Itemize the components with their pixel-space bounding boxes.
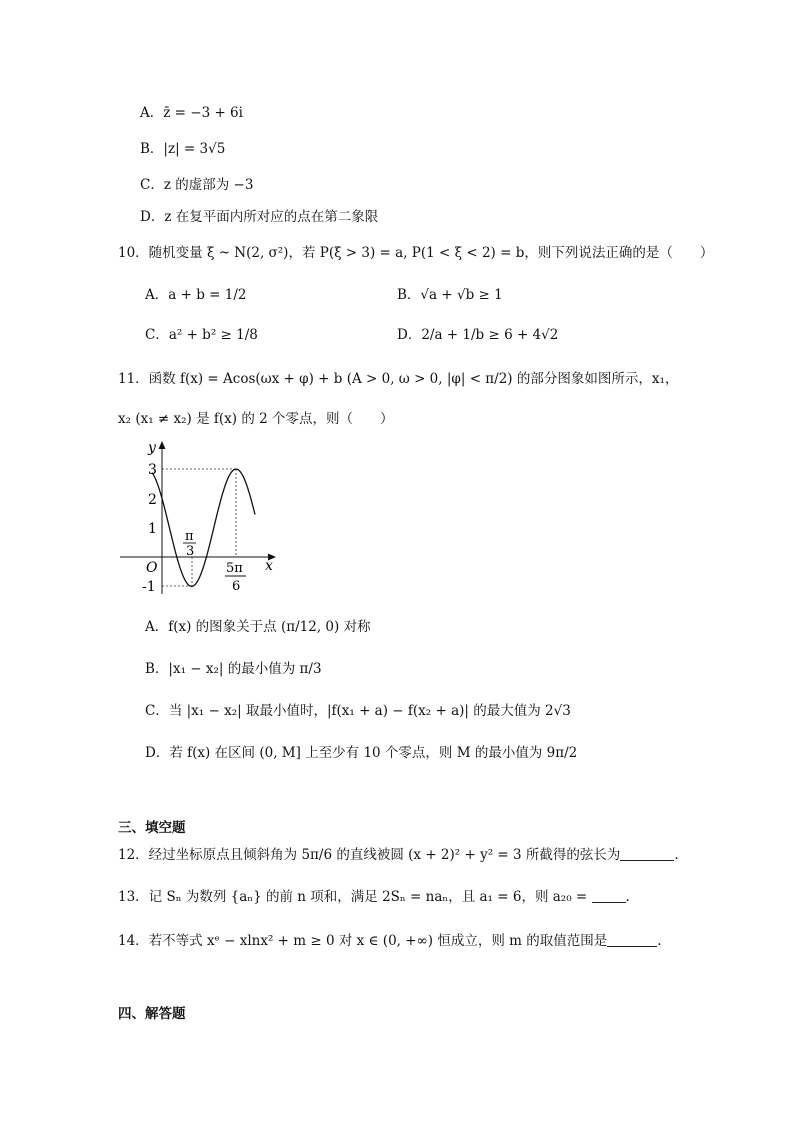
y-axis-arrow: [159, 441, 166, 449]
x-label-3: 3: [186, 544, 195, 559]
q13-stem: 13．记 Sₙ 为数列 {aₙ} 的前 n 项和，满足 2Sₙ = naₙ，且 a₁ = 6，则 a₂₀ =: [118, 889, 588, 905]
y-tick-2: 2: [148, 492, 157, 508]
x-label-6: 6: [232, 579, 241, 594]
q11-option-a: A．f(x) 的图象关于点 (π/12, 0) 对称: [145, 619, 371, 635]
q11-option-d: D．若 f(x) 在区间 (0, M] 上至少有 10 个零点，则 M 的最小值为 9π/2: [145, 745, 578, 761]
q9-option-c: C．z 的虚部为 −3: [140, 177, 254, 193]
q14-period: .: [657, 933, 662, 949]
q12-answer-blank: [620, 846, 674, 861]
q14-stem: 14．若不等式 xᵉ − xlnx² + m ≥ 0 对 x ∈ (0, +∞) 恒成立，则 m 的取值范围是: [118, 933, 608, 949]
q10-option-d: D．2/a + 1/b ≥ 6 + 4√2: [397, 327, 559, 343]
q11-stem-line2: x₂ (x₁ ≠ x₂) 是 f(x) 的 2 个零点，则（ ）: [118, 411, 394, 427]
y-tick-neg1: -1: [142, 579, 156, 595]
q10-stem: 10．随机变量 ξ ~ N(2, σ²)，若 P(ξ > 3) = a, P(1 < ξ < 2) = b，则下列说法正确的是（ ）: [118, 245, 714, 261]
q11-stem-line1: 11．函数 f(x) = Acos(ωx + φ) + b (A > 0, ω > 0, |φ| < π/2) 的部分图象如图所示，x₁，: [118, 371, 679, 387]
y-axis-label: y: [148, 440, 156, 456]
q12-text: [118, 846, 679, 864]
q9-option-d: D．z 在复平面内所对应的点在第二象限: [140, 209, 379, 225]
y-tick-3: 3: [148, 462, 157, 478]
q11-option-b: B．|x₁ − x₂| 的最小值为 π/3: [145, 661, 322, 677]
x-axis-label: x: [265, 558, 273, 574]
q9-option-a: A．z̄ = −3 + 6i: [140, 105, 243, 121]
section-fill-in-title: 三、填空题: [118, 820, 186, 836]
q10-option-b: B．√a + √b ≥ 1: [397, 287, 503, 303]
section-solve-title: 四、解答题: [118, 1006, 186, 1022]
q14-text: [118, 932, 662, 950]
q10-option-c: C．a² + b² ≥ 1/8: [145, 327, 258, 343]
q13-period: .: [625, 889, 630, 905]
x-label-5pi: 5π: [226, 561, 243, 576]
q11-function-graph: [112, 436, 282, 598]
q12-period: .: [674, 847, 679, 863]
q11-option-c: C．当 |x₁ − x₂| 取最小值时，|f(x₁ + a) − f(x₂ + a)| 的最大值为 2√3: [145, 703, 571, 719]
q12-stem: 12．经过坐标原点且倾斜角为 5π/6 的直线被圆 (x + 2)² + y² = 3 所截得的弦长为: [118, 847, 621, 863]
q10-option-a: A．a + b = 1/2: [145, 287, 247, 303]
q13-answer-blank: [592, 888, 626, 903]
origin-label: O: [146, 560, 158, 576]
q14-answer-blank: [607, 932, 657, 947]
q13-text: [118, 888, 630, 906]
x-label-pi: π: [185, 529, 194, 544]
y-tick-1: 1: [148, 521, 157, 537]
q9-option-b: B．|z| = 3√5: [140, 141, 226, 157]
